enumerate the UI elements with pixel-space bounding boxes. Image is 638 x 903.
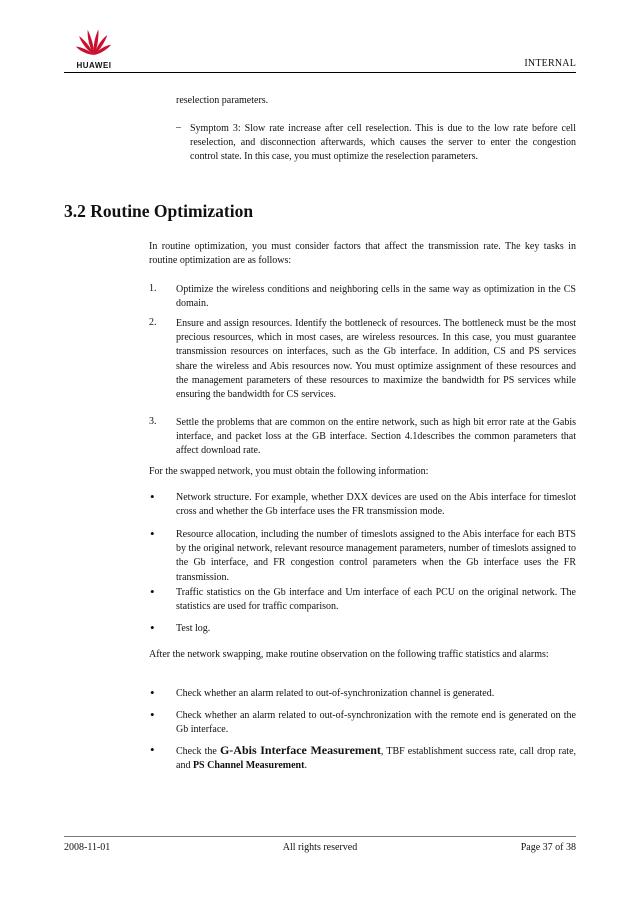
list-item: Settle the problems that are common on the entire network, such as high bit error rate at the Gabis interface, and packet loss at the GB interface. Section 4.1describes the common parameters that affect download rate. xyxy=(176,417,576,457)
intro-paragraph: In routine optimization, you must consider factors that affect the transmission rate. The key tasks in routine optimization are as follows: xyxy=(149,241,576,267)
bullet-icon: • xyxy=(150,707,155,722)
symptom-paragraph: Symptom 3: Slow rate increase after cell reselection. This is due to the low rate before cell reselection, and disconnection afterwards, which causes the server to enter the congestion control state. In this case, you must optimize the reselection parameters. xyxy=(190,123,576,163)
footer-rights: All rights reserved xyxy=(282,842,358,853)
text-run: Check the xyxy=(176,746,220,757)
text-run: , TBF establishment success rate, call drop rate, and xyxy=(176,746,577,772)
list-item: Check whether an alarm related to out-of-synchronization with the remote end is generated on the Gb interface. xyxy=(176,710,576,736)
list-item: Optimize the wireless conditions and neighboring cells in the same way as optimization in the CS domain. xyxy=(176,284,576,310)
list-number: 1. xyxy=(149,283,157,294)
list-number: 2. xyxy=(149,317,157,328)
list-item: Resource allocation, including the number of timeslots assigned to the Abis interface for each BTS by the original network, relevant resource management parameters, number of timeslots assigned to the Gb interface, and FR congestion control parameters when the Gb interface uses the FR transmission. xyxy=(176,529,576,583)
bullet-icon: • xyxy=(150,526,155,541)
bold-term: G-Abis Interface Measurement xyxy=(219,743,381,757)
list-item: Test log. xyxy=(176,623,211,634)
footer-rule xyxy=(64,836,576,837)
bullet-icon: • xyxy=(150,584,155,599)
classification-label: INTERNAL xyxy=(524,58,576,69)
text-run: . xyxy=(304,760,307,772)
section-title: 3.2 Routine Optimization xyxy=(64,201,254,221)
footer-date: 2008-11-01 xyxy=(64,842,111,853)
bullet-icon: • xyxy=(150,742,155,757)
logo-wordmark: HUAWEI xyxy=(76,61,112,70)
after-intro: After the network swapping, make routine observation on the following traffic statistics and alarms: xyxy=(149,649,549,660)
bold-term: PS Channel Measurement xyxy=(192,760,305,772)
symptom-dash: – xyxy=(176,122,181,133)
swapped-intro: For the swapped network, you must obtain the following information: xyxy=(149,466,429,477)
list-item: Ensure and assign resources. Identify the bottleneck of resources. The bottleneck must be the most precious resources, which in most cases, are wireless resources. In this case, you must guarantee transmission resources on interfaces, such as the Gb interface. In addition, CS and PS services share the wireless and Abis resources now. You must optimize assignment of these resources and the management parameters of these resources to maximize the bandwidth for PS services while ensuring the bandwidth for CS services. xyxy=(176,318,576,401)
header-rule xyxy=(64,72,576,73)
list-item: Check whether an alarm related to out-of-synchronization channel is generated. xyxy=(176,688,495,699)
page-number: Page 37 of 38 xyxy=(520,842,576,853)
bullet-icon: • xyxy=(150,685,155,700)
list-item xyxy=(176,743,576,773)
list-item: Traffic statistics on the Gb interface and Um interface of each PCU on the original network. The statistics are used for traffic comparison. xyxy=(176,587,576,613)
list-number: 3. xyxy=(149,416,157,427)
list-item: Network structure. For example, whether DXX devices are used on the Abis interface for timeslot cross and whether the Gb interface uses the FR transmission mode. xyxy=(176,492,576,518)
continuation-text: reselection parameters. xyxy=(176,95,269,106)
bullet-icon: • xyxy=(150,489,155,504)
bullet-icon: • xyxy=(150,620,155,635)
